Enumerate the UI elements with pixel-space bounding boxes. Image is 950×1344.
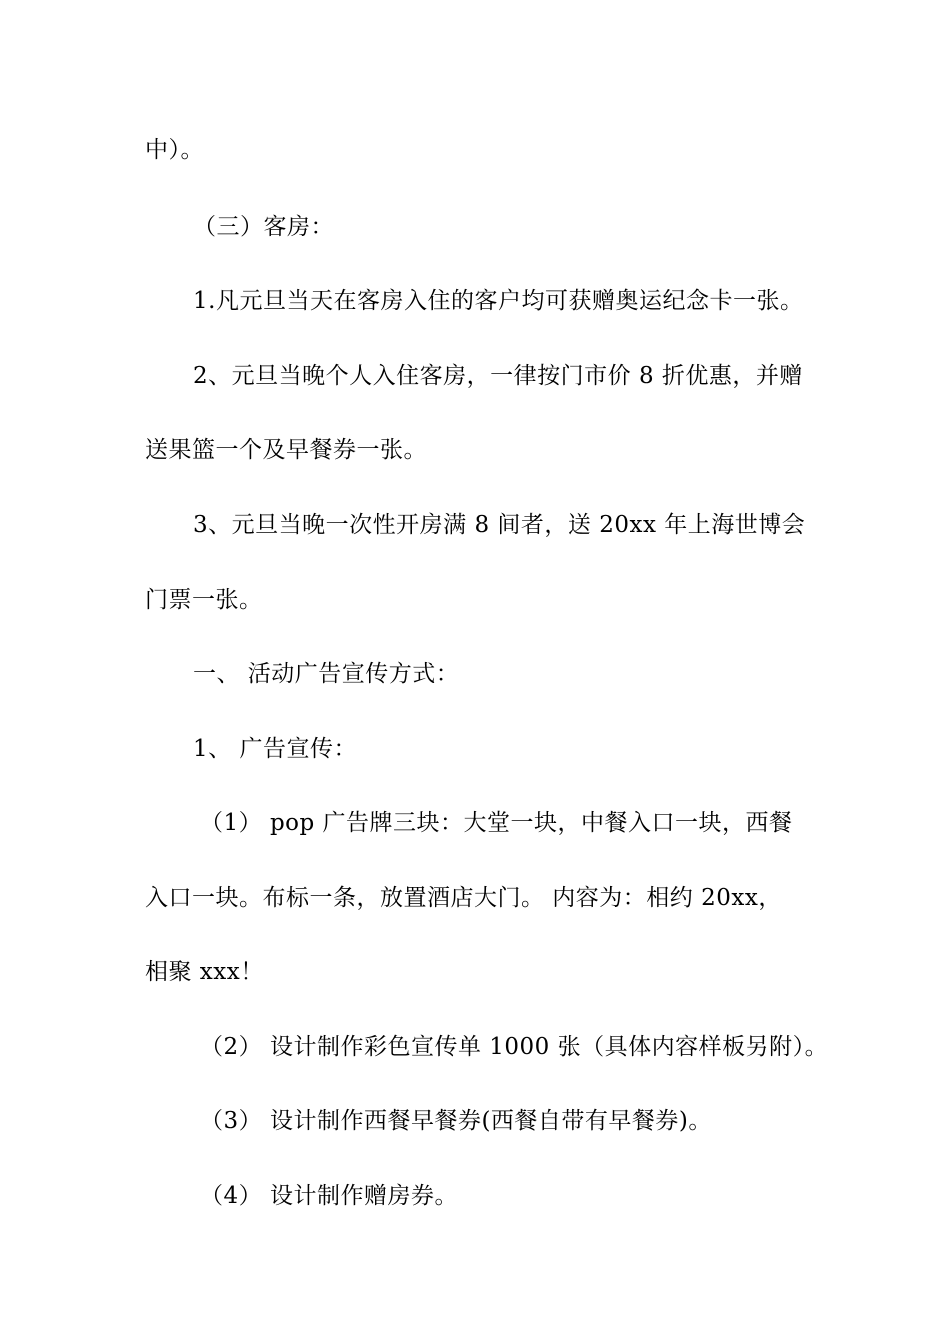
subsection-heading-advertising: 1、 广告宣传： bbox=[193, 736, 357, 762]
list-item-3-line-1: 3、元旦当晚一次性开房满 8 间者，送 20xx 年上海世博会 bbox=[193, 512, 806, 538]
list-item-2-line-1: 2、元旦当晚个人入住客房，一律按门市价 8 折优惠，并赠 bbox=[193, 363, 803, 389]
ad-item-4: （4） 设计制作赠房券。 bbox=[200, 1183, 458, 1209]
text-line-continuation: 中）。 bbox=[145, 137, 204, 163]
ad-item-2: （2） 设计制作彩色宣传单 1000 张（具体内容样板另附）。 bbox=[200, 1034, 829, 1060]
list-item-3-line-2: 门票一张。 bbox=[145, 587, 263, 613]
list-item-1: 1.凡元旦当天在客房入住的客户均可获赠奥运纪念卡一张。 bbox=[193, 288, 804, 314]
section-heading-guest-rooms: （三）客房： bbox=[193, 214, 334, 240]
ad-item-1-line-3: 相聚 xxx！ bbox=[145, 959, 264, 985]
section-heading-advertising: 一、 活动广告宣传方式： bbox=[193, 661, 460, 687]
ad-item-1-line-1: （1） pop 广告牌三块：大堂一块，中餐入口一块，西餐 bbox=[200, 810, 793, 836]
ad-item-1-line-2: 入口一块。布标一条，放置酒店大门。 内容为：相约 20xx， bbox=[145, 885, 782, 911]
ad-item-3: （3） 设计制作西餐早餐券(西餐自带有早餐券)。 bbox=[200, 1108, 712, 1134]
list-item-2-line-2: 送果篮一个及早餐券一张。 bbox=[145, 437, 427, 463]
